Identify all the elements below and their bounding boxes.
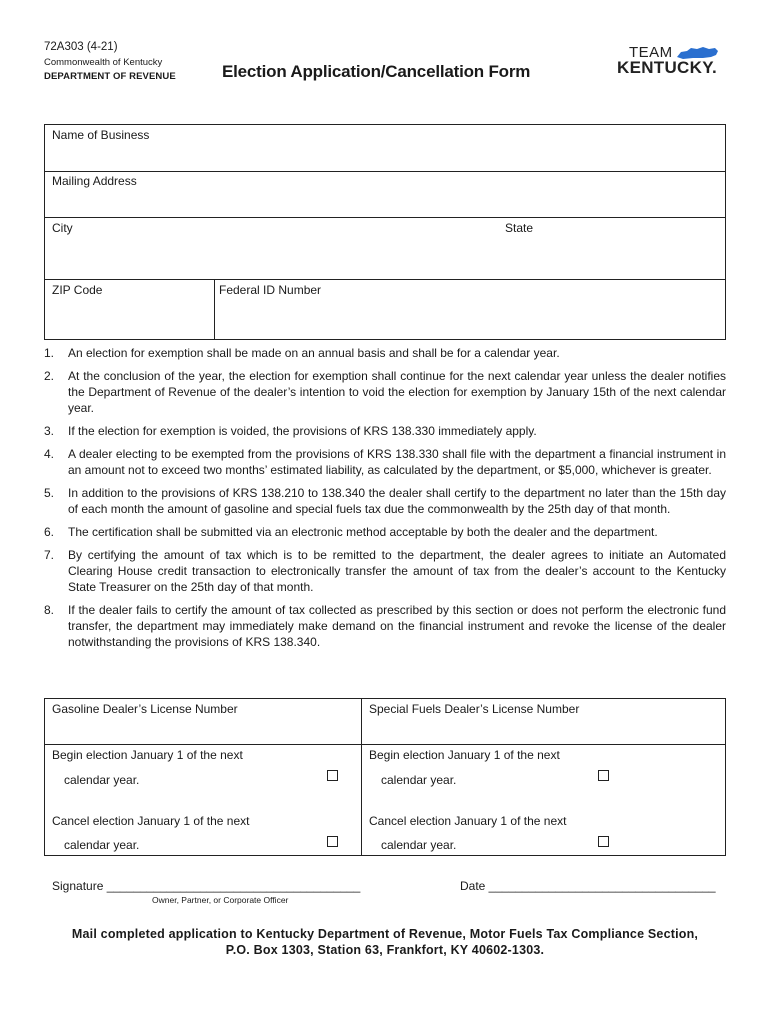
page-title: Election Application/Cancellation Form [222, 62, 531, 81]
gas-cancel-election-line2: calendar year. [64, 838, 140, 852]
special-cancel-election-line2: calendar year. [381, 838, 457, 852]
mailing-address-label: Mailing Address [52, 174, 137, 188]
list-item: 3. If the election for exemption is voided, the provisions of KRS 138.330 immediately apply. [44, 424, 537, 438]
date-field[interactable]: Date __________________________________ [460, 879, 716, 893]
city-field[interactable] [52, 221, 492, 276]
federal-id-label: Federal ID Number [219, 283, 322, 297]
zip-code-field[interactable] [52, 283, 210, 337]
list-item: 8. If the dealer fails to certify the amount of tax collected as prescribed by this section or does not perform the electronic fund transfer, the department may immediately make demand on the financial instrument and revoke the license of the dealer notwithstanding the provisions of KRS 138.340. [44, 603, 726, 649]
special-begin-election-line2: calendar year. [381, 773, 457, 787]
agency-name: Commonwealth of Kentucky [44, 57, 163, 68]
gas-begin-election-line1: Begin election January 1 of the next [52, 748, 243, 762]
list-item: 2. At the conclusion of the year, the election for exemption shall continue for the next calendar year unless the dealer notifies the Department of Revenue of the dealer’s intention to void the election for exemption by January 15th of the next calendar year. [44, 369, 726, 415]
logo-top-text: TEAM [629, 44, 673, 61]
special-cancel-election-line1: Cancel election January 1 of the next [369, 814, 567, 828]
list-item: 7. By certifying the amount of tax which is to be remitted to the department, the dealer agrees to initiate an Automated Clearing House credit transaction to electronically transfer the amount of tax from the dealer’s account to the Kentucky State Treasurer on the 25th day of that month. [44, 548, 726, 594]
signature-caption: Owner, Partner, or Corporate Officer [152, 895, 289, 905]
mailing-instructions-line1: Mail completed application to Kentucky Department of Revenue, Motor Fuels Tax Compliance Section, [71, 927, 699, 941]
signature-field[interactable]: Signature ______________________________________ [52, 879, 361, 893]
gas-cancel-election-checkbox[interactable] [327, 836, 338, 847]
special-begin-election-line1: Begin election January 1 of the next [369, 748, 560, 762]
gas-cancel-election-line1: Cancel election January 1 of the next [52, 814, 250, 828]
federal-id-field[interactable] [219, 283, 719, 337]
list-item: 1. An election for exemption shall be made on an annual basis and shall be for a calendar year. [44, 346, 560, 360]
state-label: State [505, 221, 534, 235]
form-number: 72A303 (4-21) [44, 41, 118, 53]
city-label: City [52, 221, 73, 235]
department-name: DEPARTMENT OF REVENUE [44, 71, 176, 82]
list-item: 4. A dealer electing to be exempted from the provisions of KRS 138.330 shall file with the department a financial instrument in an amount not to exceed two months’ estimated liability, as calculated by the department, or $5,000, whichever is greater. [44, 447, 726, 477]
list-item: 5. In addition to the provisions of KRS 138.210 to 138.340 the dealer shall certify to the department no later than the 15th day of each month the amount of gasoline and special fuels tax due the commonwealth by the 25th day of that month. [44, 486, 726, 516]
gas-begin-election-line2: calendar year. [64, 773, 140, 787]
special-fuels-license-label: Special Fuels Dealer’s License Number [369, 702, 580, 716]
mailing-address-field[interactable] [52, 174, 722, 214]
mailing-instructions-line2: P.O. Box 1303, Station 63, Frankfort, KY 40602-1303. [225, 943, 545, 957]
special-cancel-election-checkbox[interactable] [598, 836, 609, 847]
instructions-list [44, 345, 726, 657]
gasoline-license-field[interactable] [52, 702, 357, 742]
team-kentucky-logo [617, 44, 727, 78]
logo-bottom-text: KENTUCKY. [617, 58, 717, 77]
business-name-label: Name of Business [52, 128, 150, 142]
gasoline-license-label: Gasoline Dealer’s License Number [52, 702, 238, 716]
special-begin-election-checkbox[interactable] [598, 770, 609, 781]
special-fuels-license-field[interactable] [369, 702, 721, 742]
state-field[interactable] [505, 221, 720, 276]
list-item: 6. The certification shall be submitted via an electronic method acceptable by both the dealer and the department. [44, 525, 658, 539]
zip-code-label: ZIP Code [52, 283, 103, 297]
business-name-field[interactable] [52, 128, 722, 168]
gas-begin-election-checkbox[interactable] [327, 770, 338, 781]
